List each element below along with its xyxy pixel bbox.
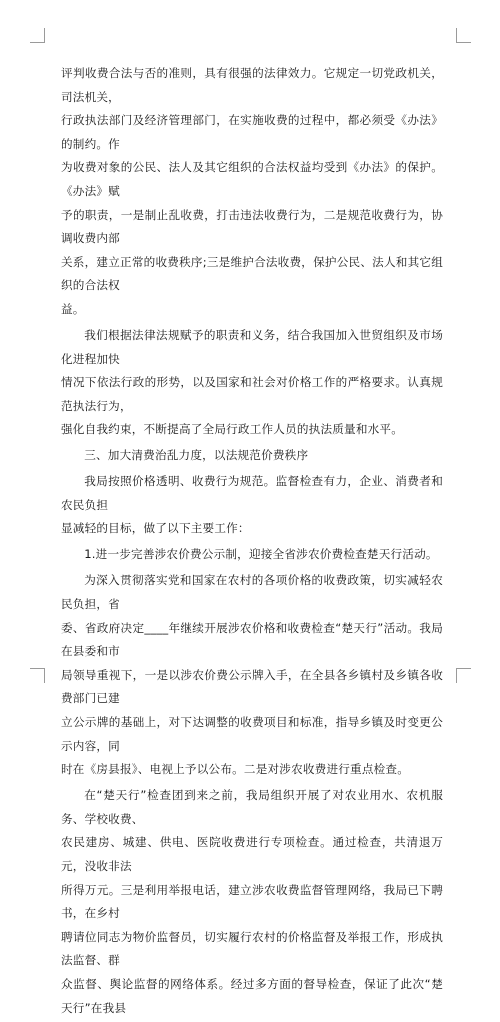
text-line: 我们根据法律法规赋予的职责和义务，结合我国加入世贸组织及市场化进程加快 xyxy=(61,327,443,366)
text-line: 三、加大清费治乱力度，以法规范价费秩序 xyxy=(84,448,309,463)
text-line: 显减轻的目标，做了以下主要工作： xyxy=(61,521,250,536)
text-line: 强化自我约束，不断提高了全局行政工作人员的执法质量和水平。 xyxy=(61,422,404,437)
document-page xyxy=(61,62,443,1022)
text-line: 聘请位同志为物价监督员，切实履行农村的价格监督及举报工作，形成执法监督、群 xyxy=(61,929,443,968)
section-heading xyxy=(61,444,443,468)
crop-mark-bottom-left xyxy=(30,668,45,683)
text-line: 为深入贯彻落实党和国家在农村的各项价格的收费政策，切实减轻农民负担，省 xyxy=(61,573,443,612)
paragraph-legal-effect xyxy=(61,62,443,322)
text-line: 众监督、舆论监督的网络体系。经过多方面的督导检查，保证了此次“楚天行”在我县 xyxy=(61,976,443,1015)
text-line: 为收费对象的公民、法人及其它组织的合法权益均受到《办法》的保护。《办法》赋 xyxy=(61,160,443,198)
text-line: 所得万元。三是利用举报电话，建立涉农收费监督管理网络，我局已下聘书，在乡村 xyxy=(61,882,443,921)
subheading-item-1 xyxy=(61,543,443,567)
text-line: 关系，建立正常的收费秩序;三是维护合法收费，保护公民、法人和其它组织的合法权 xyxy=(61,254,443,293)
text-line: 1.进一步完善涉农价费公示制，迎接全省涉农价费检查楚天行活动。 xyxy=(84,547,438,562)
text-line: 立公示牌的基础上，对下达调整的收费项目和标准，指导乡镇及时变更公示内容，同 xyxy=(61,714,443,753)
crop-mark-bottom-right xyxy=(456,668,471,683)
text-line: 评判收费合法与否的准则，具有很强的法律效力。它规定一切党政机关，司法机关， xyxy=(61,66,443,104)
paragraph-inspection xyxy=(61,784,443,1020)
crop-mark-top-right xyxy=(456,28,471,43)
paragraph-goals xyxy=(61,470,443,541)
paragraph-duties xyxy=(61,324,443,442)
crop-mark-top-left xyxy=(30,28,45,43)
text-line: 时在《房县报》、电视上予以公布。二是对涉农收费进行重点检查。 xyxy=(61,762,410,777)
paragraph-publicity xyxy=(61,569,443,781)
text-line: 局领导重视下，一是以涉农价费公示牌入手，在全县各乡镇村及乡镇各收费部门已建 xyxy=(61,667,443,706)
text-line: 委、省政府决定____年继续开展涉农价格和收费检查“楚天行”活动。我局在县委和市 xyxy=(61,620,443,659)
text-line: 农民建房、城建、供电、医院收费进行专项检查。通过检查，共清退万元，没收非法 xyxy=(61,835,443,873)
text-line: 情况下依法行政的形势，以及国家和社会对价格工作的严格要求。认真规范执法行为， xyxy=(61,375,443,413)
text-line: 行政执法部门及经济管理部门，在实施收费的过程中，都必须受《办法》的制约。作 xyxy=(61,113,443,151)
text-line: 予的职责，一是制止乱收费，打击违法收费行为，二是规范收费行为，协调收费内部 xyxy=(61,207,443,246)
text-line: 益。 xyxy=(61,301,85,316)
text-line: 在“楚天行”检查团到来之前，我局组织开展了对农业用水、农机服务、学校收费、 xyxy=(61,788,443,826)
text-line: 我局按照价格透明、收费行为规范。监督检查有力，企业、消费者和农民负担 xyxy=(61,474,443,512)
